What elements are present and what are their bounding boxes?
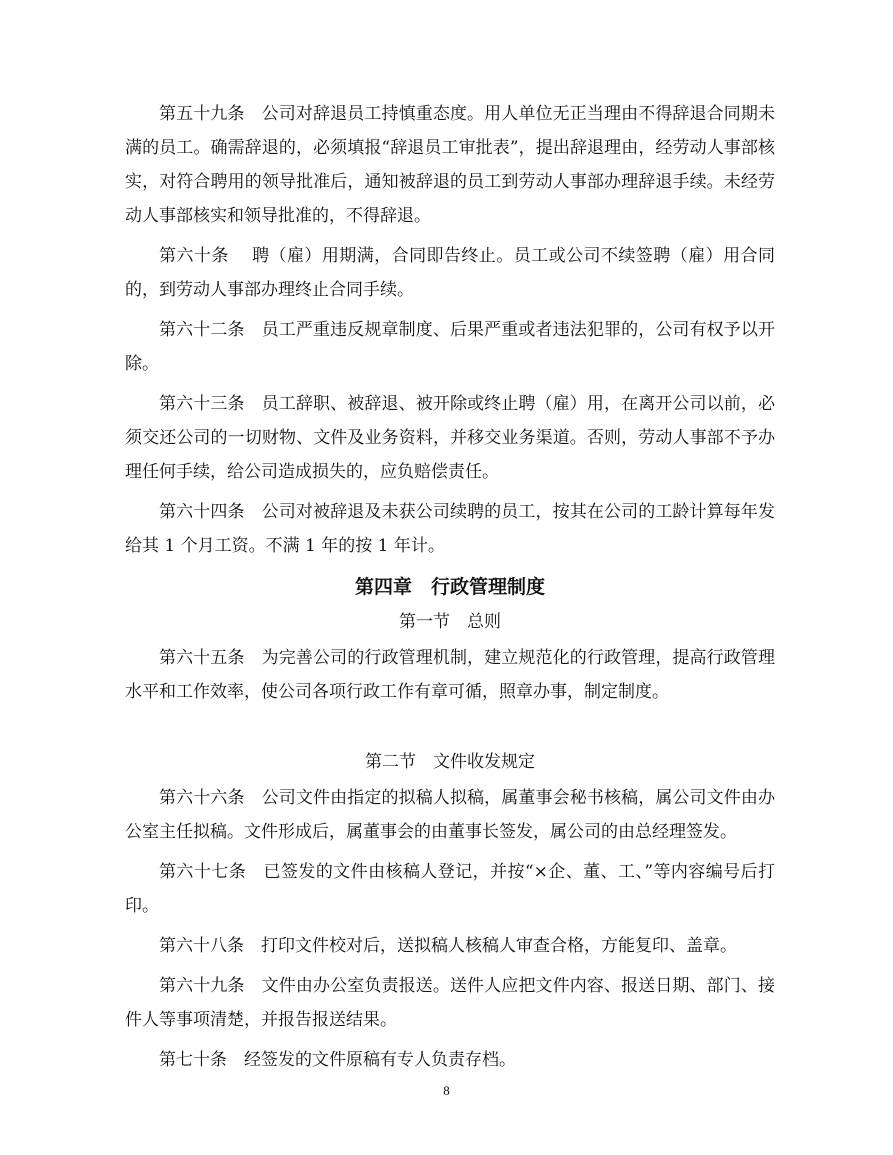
article-65: 第六十五条 为完善公司的行政管理机制，建立规范化的行政管理，提高行政管理水平和工作效率，使公司各项行政工作有章可循，照章办事，制定制度。 (125, 648, 775, 702)
article-67: 第六十七条 已签发的文件由核稿人登记，并按“×企、董、工、”等内容编号后打印。 (125, 862, 775, 916)
section-title-general: 第一节 总则 (399, 612, 501, 632)
article-68: 第六十八条 打印文件校对后，送拟稿人核稿人审查合格，方能复印、盖章。 (159, 936, 737, 956)
article-60: 第六十条 聘（雇）用期满，合同即告终止。员工或公司不续签聘（雇）用合同的，到劳动人事部办理终止合同手续。 (125, 246, 775, 300)
article-66: 第六十六条 公司文件由指定的拟稿人拟稿，属董事会秘书核稿，属公司文件由办公室主任拟稿。文件形成后，属董事会的由董事长签发，属公司的由总经理签发。 (125, 788, 775, 842)
article-59: 第五十九条 公司对辞退员工持慎重态度。用人单位无正当理由不得辞退合同期未满的员工。确需辞退的，必须填报“辞退员工审批表”，提出辞退理由，经劳动人事部核实，对符合聘用的领导批准后，通知被辞退的员工到劳动人事部办理辞退手续。未经劳动人事部核实和领导批准的，不得辞退。 (125, 104, 775, 226)
article-64: 第六十四条 公司对被辞退及未获公司续聘的员工，按其在公司的工龄计算每年发给其 1 个月工资。不满 1 年的按 1 年计。 (125, 502, 775, 556)
article-69: 第六十九条 文件由办公室负责报送。送件人应把文件内容、报送日期、部门、接件人等事项清楚，并报告报送结果。 (125, 976, 775, 1030)
page-number: 8 (443, 1083, 450, 1098)
chapter-title: 第四章 行政管理制度 (354, 576, 545, 598)
article-63: 第六十三条 员工辞职、被辞退、被开除或终止聘（雇）用，在离开公司以前，必须交还公司的一切财物、文件及业务资料，并移交业务渠道。否则，劳动人事部不予办理任何手续，给公司造成损失的，应负赔偿责任。 (125, 394, 775, 482)
article-70: 第七十条 经签发的文件原稿有专人负责存档。 (159, 1050, 516, 1070)
section-title-documents: 第二节 文件收发规定 (365, 752, 535, 772)
article-62: 第六十二条 员工严重违反规章制度、后果严重或者违法犯罪的，公司有权予以开除。 (125, 320, 775, 374)
page-content (125, 97, 775, 1083)
